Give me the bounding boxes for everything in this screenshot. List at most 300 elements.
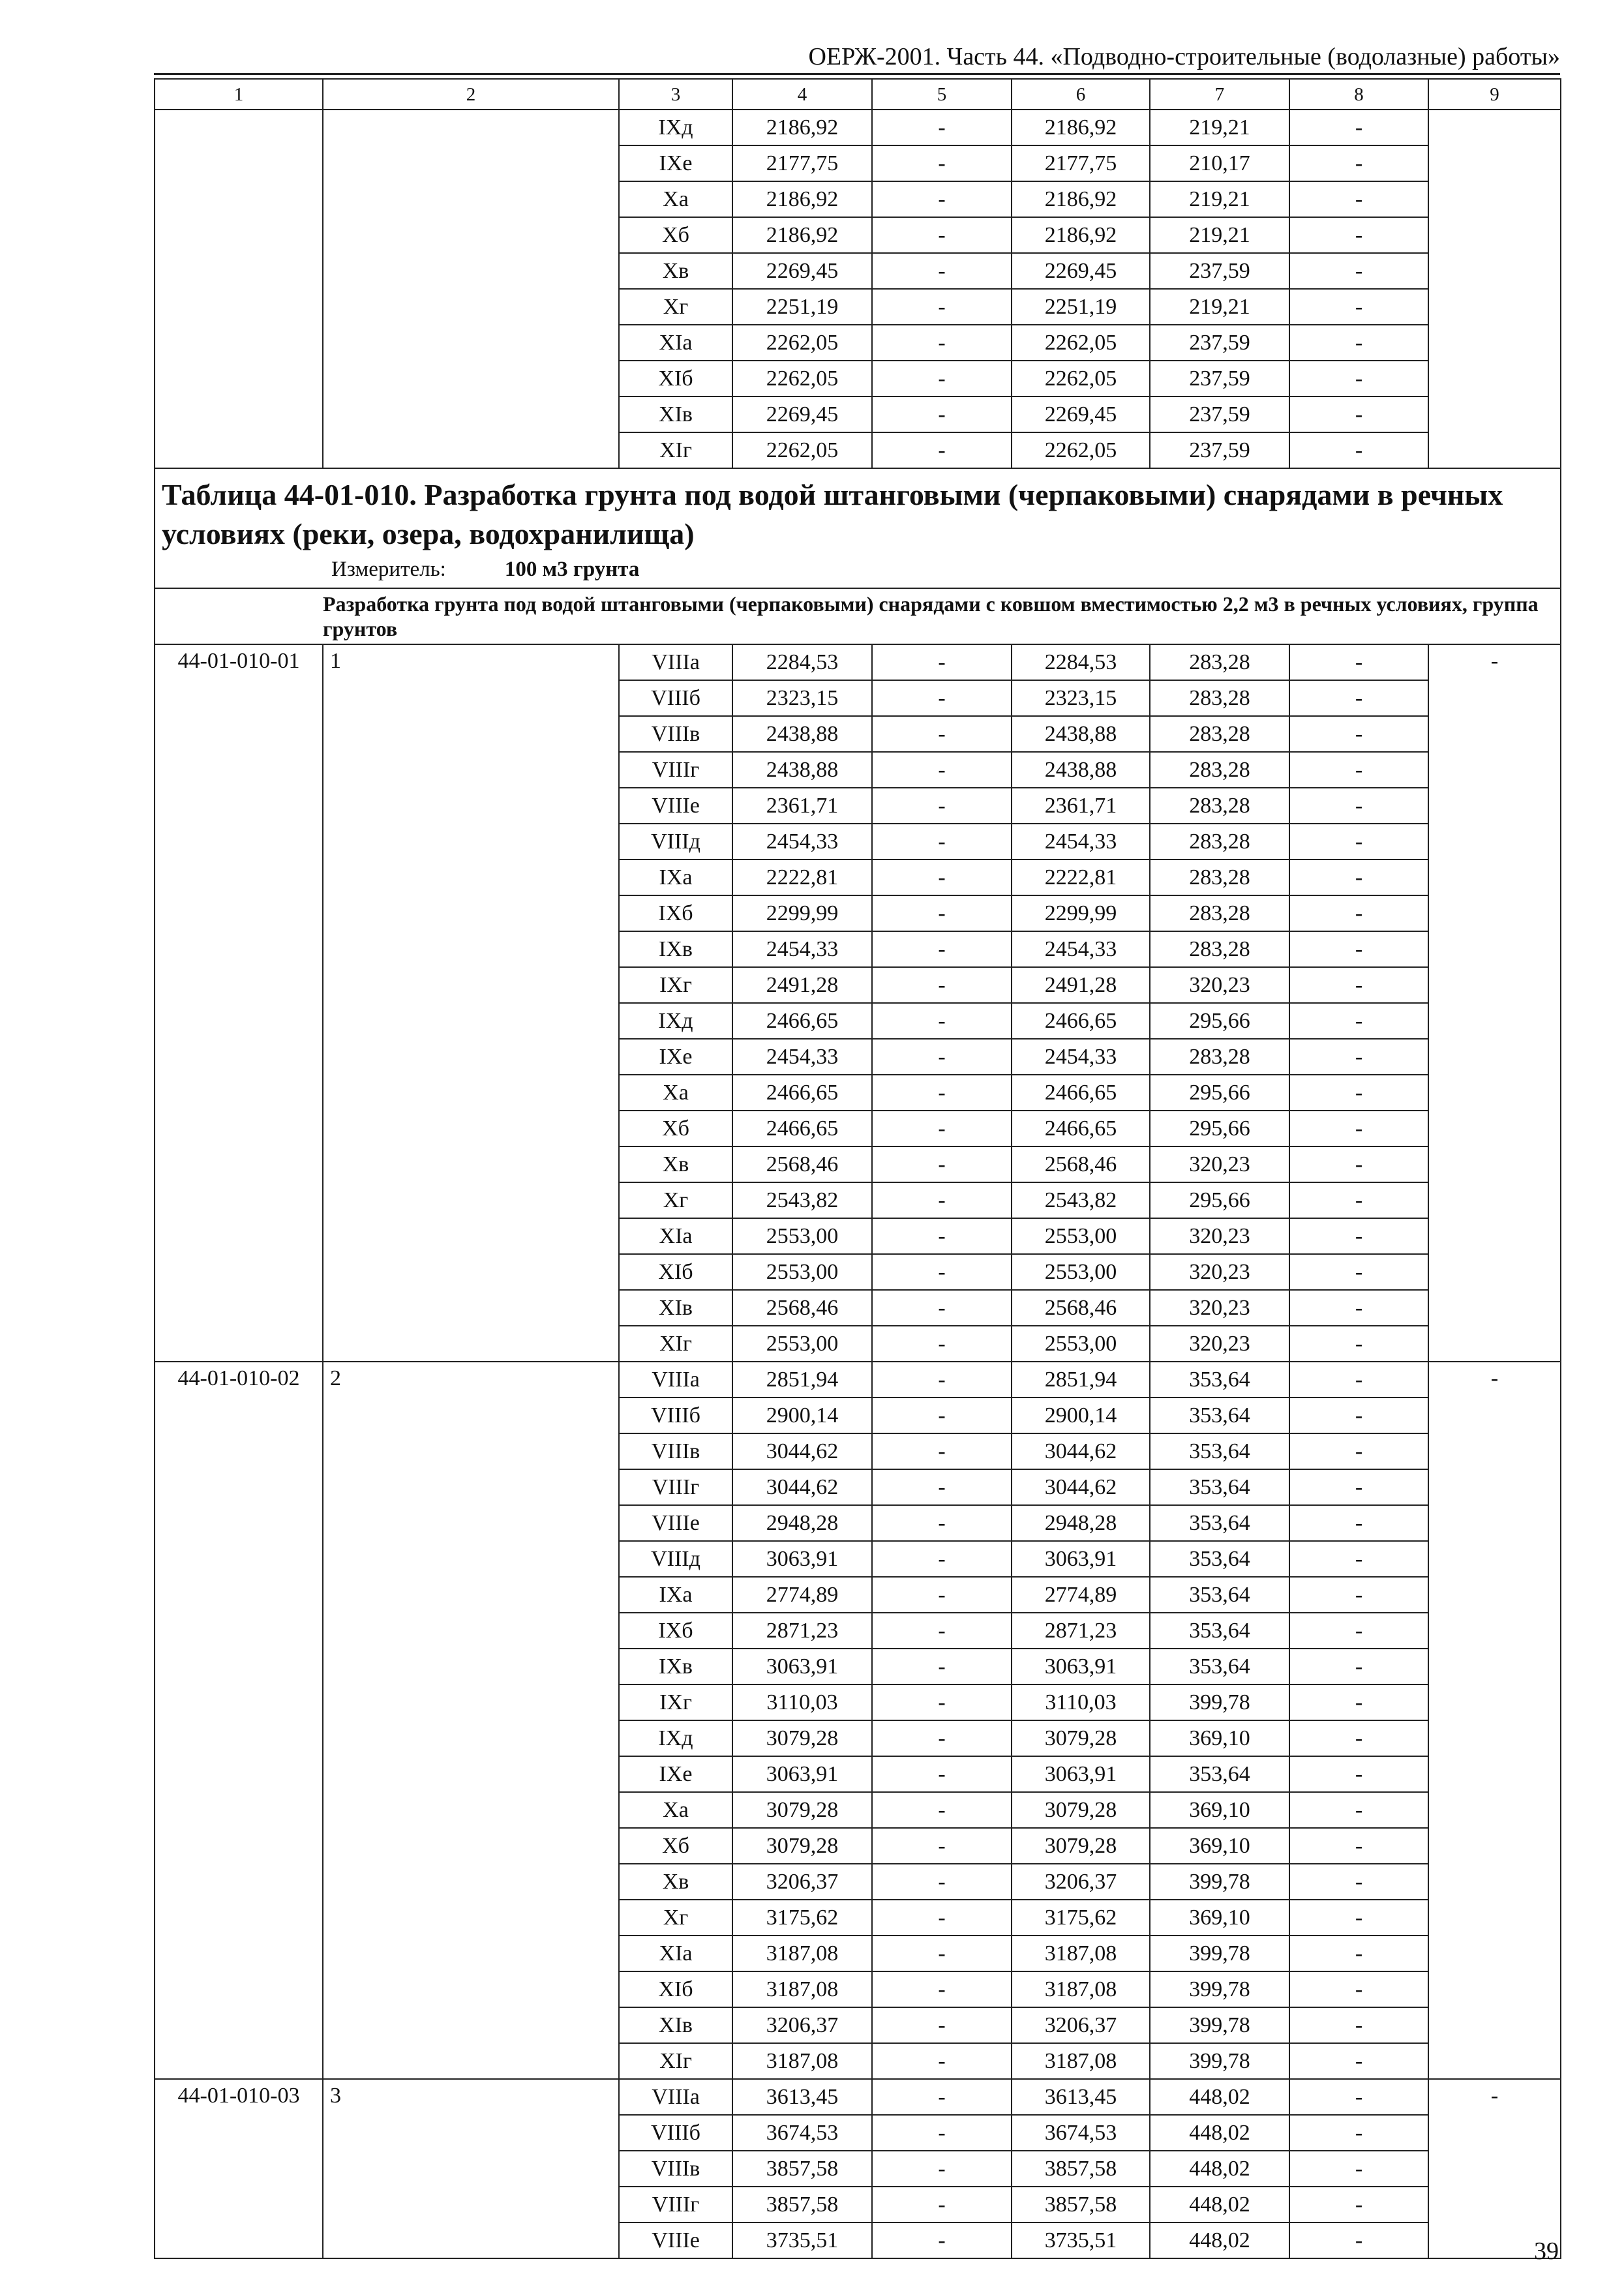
- operator-wage-cell: 283,28: [1150, 895, 1289, 931]
- table-row: [155, 1362, 1561, 1398]
- operator-wage-cell: 210,17: [1150, 145, 1289, 181]
- soil-group-cell: XIа: [619, 1936, 732, 1971]
- soil-group-cell: VIIIг: [619, 752, 732, 788]
- materials-cost-cell: -: [1289, 680, 1428, 716]
- cost-total-cell: 2871,23: [732, 1613, 872, 1649]
- soil-group-cell: IXб: [619, 895, 732, 931]
- machine-cost-cell: 3613,45: [1012, 2079, 1150, 2115]
- machine-cost-cell: 2299,99: [1012, 895, 1150, 931]
- table-subtitle: [323, 588, 1561, 644]
- labor-cost-cell: -: [872, 680, 1012, 716]
- soil-group-cell: VIIIв: [619, 2151, 732, 2187]
- materials-cost-cell: -: [1289, 1864, 1428, 1900]
- materials-cost-cell: -: [1289, 2222, 1428, 2258]
- operator-wage-cell: 237,59: [1150, 361, 1289, 396]
- cost-total-cell: 2438,88: [732, 716, 872, 752]
- soil-group-cell: XIв: [619, 2007, 732, 2043]
- machine-cost-cell: 2262,05: [1012, 325, 1150, 361]
- cost-total-cell: 2438,88: [732, 752, 872, 788]
- cost-total-cell: 3079,28: [732, 1828, 872, 1864]
- materials-cost-cell: -: [1289, 2151, 1428, 2187]
- machine-cost-cell: 2900,14: [1012, 1398, 1150, 1433]
- operator-wage-cell: 353,64: [1150, 1541, 1289, 1577]
- materials-cost-cell: -: [1289, 895, 1428, 931]
- machine-cost-cell: 2568,46: [1012, 1146, 1150, 1182]
- machine-cost-cell: 2543,82: [1012, 1182, 1150, 1218]
- cost-total-cell: 2299,99: [732, 895, 872, 931]
- cost-total-cell: 2553,00: [732, 1254, 872, 1290]
- soil-group-cell: IXд: [619, 1720, 732, 1756]
- machine-cost-cell: 3187,08: [1012, 1936, 1150, 1971]
- labor-cost-cell: -: [872, 181, 1012, 217]
- labor-cost-cell: -: [872, 1684, 1012, 1720]
- materials-cost-cell: -: [1289, 289, 1428, 325]
- cost-total-cell: 3674,53: [732, 2115, 872, 2151]
- labor-cost-cell: -: [872, 1469, 1012, 1505]
- cost-total-cell: 2491,28: [732, 967, 872, 1003]
- operator-wage-cell: 320,23: [1150, 1218, 1289, 1254]
- table-row: [155, 644, 1561, 680]
- labor-cost-cell: -: [872, 716, 1012, 752]
- operator-wage-cell: 353,64: [1150, 1613, 1289, 1649]
- cost-total-cell: 2269,45: [732, 396, 872, 432]
- cost-total-cell: 2543,82: [732, 1182, 872, 1218]
- soil-group-cell: Xа: [619, 1792, 732, 1828]
- operator-wage-cell: 295,66: [1150, 1111, 1289, 1146]
- labor-cost-cell: -: [872, 1720, 1012, 1756]
- operator-wage-cell: 448,02: [1150, 2151, 1289, 2187]
- materials-cost-cell: -: [1289, 1039, 1428, 1075]
- soil-group-cell: Xг: [619, 1900, 732, 1936]
- materials-cost-cell: -: [1289, 1900, 1428, 1936]
- cost-total-cell: 2186,92: [732, 217, 872, 253]
- machine-cost-cell: 3079,28: [1012, 1720, 1150, 1756]
- machine-cost-cell: 2186,92: [1012, 217, 1150, 253]
- machine-cost-cell: 2323,15: [1012, 680, 1150, 716]
- soil-group-cell: IXг: [619, 967, 732, 1003]
- soil-group-cell: XIг: [619, 432, 732, 468]
- operator-wage-cell: 369,10: [1150, 1828, 1289, 1864]
- materials-cost-cell: -: [1289, 967, 1428, 1003]
- table-title-row: [155, 468, 1561, 588]
- labor-cost-cell: -: [872, 1756, 1012, 1792]
- cost-total-cell: 3044,62: [732, 1469, 872, 1505]
- operator-wage-cell: 399,78: [1150, 2007, 1289, 2043]
- labor-cost-cell: -: [872, 752, 1012, 788]
- materials-cost-cell: -: [1289, 1971, 1428, 2007]
- soil-group-cell: VIIIг: [619, 1469, 732, 1505]
- materials-cost-cell: -: [1289, 217, 1428, 253]
- rate-number-cell: 2: [323, 1362, 619, 2079]
- labor-cost-cell: -: [872, 2115, 1012, 2151]
- machine-cost-cell: 2851,94: [1012, 1362, 1150, 1398]
- materials-cost-cell: -: [1289, 361, 1428, 396]
- machine-cost-cell: 2454,33: [1012, 1039, 1150, 1075]
- labor-cost-cell: -: [872, 432, 1012, 468]
- cost-total-cell: 3206,37: [732, 1864, 872, 1900]
- labor-cost-cell: -: [872, 1111, 1012, 1146]
- machine-cost-cell: 2186,92: [1012, 110, 1150, 145]
- materials-cost-cell: -: [1289, 1613, 1428, 1649]
- column-number: 2: [323, 79, 619, 110]
- rates-table: [154, 78, 1561, 2259]
- materials-cost-cell: -: [1289, 2007, 1428, 2043]
- labor-cost-cell: -: [872, 2187, 1012, 2222]
- soil-group-cell: VIIIа: [619, 1362, 732, 1398]
- materials-cost-cell: -: [1289, 2187, 1428, 2222]
- soil-group-cell: IXб: [619, 1613, 732, 1649]
- table-title-block: [155, 468, 1561, 588]
- machine-cost-cell: 3206,37: [1012, 2007, 1150, 2043]
- labor-cost-cell: -: [872, 2007, 1012, 2043]
- materials-cost-cell: -: [1289, 644, 1428, 680]
- soil-group-cell: XIг: [619, 1326, 732, 1362]
- cost-total-cell: 3079,28: [732, 1792, 872, 1828]
- machine-cost-cell: 3187,08: [1012, 1971, 1150, 2007]
- column-number: 9: [1428, 79, 1561, 110]
- labor-cost-cell: -: [872, 217, 1012, 253]
- cost-total-cell: 2454,33: [732, 824, 872, 860]
- soil-group-cell: IXд: [619, 110, 732, 145]
- soil-group-cell: VIIIд: [619, 1541, 732, 1577]
- labor-cost-cell: -: [872, 1900, 1012, 1936]
- labor-cost-cell: -: [872, 1828, 1012, 1864]
- soil-group-cell: VIIIб: [619, 2115, 732, 2151]
- soil-group-cell: Xа: [619, 1075, 732, 1111]
- cost-total-cell: 2251,19: [732, 289, 872, 325]
- column-number: 4: [732, 79, 872, 110]
- labor-cost-cell: -: [872, 824, 1012, 860]
- soil-group-cell: VIIIб: [619, 1398, 732, 1433]
- meter-row: [162, 555, 1554, 584]
- machine-cost-cell: 3079,28: [1012, 1828, 1150, 1864]
- soil-group-cell: VIIIг: [619, 2187, 732, 2222]
- cost-total-cell: 3110,03: [732, 1684, 872, 1720]
- machine-cost-cell: 2177,75: [1012, 145, 1150, 181]
- materials-cost-cell: -: [1289, 253, 1428, 289]
- soil-group-cell: IXе: [619, 1039, 732, 1075]
- cost-total-cell: 3063,91: [732, 1756, 872, 1792]
- labor-cost-cell: -: [872, 2151, 1012, 2187]
- materials-cost-cell: -: [1289, 1111, 1428, 1146]
- machine-cost-cell: 3110,03: [1012, 1684, 1150, 1720]
- operator-wage-cell: 237,59: [1150, 432, 1289, 468]
- operator-wage-cell: 283,28: [1150, 860, 1289, 895]
- operator-wage-cell: 320,23: [1150, 967, 1289, 1003]
- materials-cost-cell: -: [1289, 1577, 1428, 1613]
- labor-cost-cell: -: [872, 325, 1012, 361]
- materials-cost-cell: -: [1289, 181, 1428, 217]
- rate-number-cell: 1: [323, 644, 619, 1362]
- materials-cost-cell: -: [1289, 1362, 1428, 1398]
- machine-cost-cell: 3206,37: [1012, 1864, 1150, 1900]
- table-row: [155, 2079, 1561, 2115]
- materials-cost-cell: -: [1289, 2115, 1428, 2151]
- materials-cost-cell: -: [1289, 1003, 1428, 1039]
- meter-label: Измеритель:: [331, 558, 446, 581]
- materials-cost-cell: -: [1289, 1398, 1428, 1433]
- column-number: 3: [619, 79, 732, 110]
- soil-group-cell: IXа: [619, 860, 732, 895]
- machine-cost-cell: 2262,05: [1012, 432, 1150, 468]
- cost-total-cell: 2186,92: [732, 110, 872, 145]
- operator-wage-cell: 353,64: [1150, 1756, 1289, 1792]
- soil-group-cell: IXе: [619, 1756, 732, 1792]
- operator-wage-cell: 283,28: [1150, 752, 1289, 788]
- operator-wage-cell: 295,66: [1150, 1075, 1289, 1111]
- table-row: [155, 110, 1561, 145]
- labor-cost-cell: -: [872, 895, 1012, 931]
- materials-cost-cell: -: [1289, 1433, 1428, 1469]
- operator-wage-cell: 353,64: [1150, 1398, 1289, 1433]
- soil-group-cell: XIб: [619, 1971, 732, 2007]
- materials-cost-cell: -: [1289, 1254, 1428, 1290]
- cost-total-cell: 3735,51: [732, 2222, 872, 2258]
- cost-total-cell: 3063,91: [732, 1649, 872, 1684]
- labor-cost-cell: -: [872, 1541, 1012, 1577]
- operator-wage-cell: 283,28: [1150, 644, 1289, 680]
- operator-wage-cell: 399,78: [1150, 1864, 1289, 1900]
- machine-cost-cell: 2491,28: [1012, 967, 1150, 1003]
- operator-wage-cell: 399,78: [1150, 2043, 1289, 2079]
- labor-cost-cell: -: [872, 860, 1012, 895]
- operator-wage-cell: 448,02: [1150, 2187, 1289, 2222]
- table-title: Таблица 44-01-010. Разработка грунта под водой штанговыми (черпаковыми) снарядами в речных условиях (реки, озера, водохранилища): [162, 478, 1503, 550]
- operator-wage-cell: 448,02: [1150, 2079, 1289, 2115]
- soil-group-cell: Xб: [619, 217, 732, 253]
- soil-group-cell: XIа: [619, 1218, 732, 1254]
- operator-wage-cell: 219,21: [1150, 181, 1289, 217]
- machine-cost-cell: 2553,00: [1012, 1326, 1150, 1362]
- materials-cost-cell: -: [1289, 1505, 1428, 1541]
- operator-wage-cell: 448,02: [1150, 2115, 1289, 2151]
- operator-wage-cell: 320,23: [1150, 1290, 1289, 1326]
- operator-wage-cell: 237,59: [1150, 253, 1289, 289]
- operator-wage-cell: 295,66: [1150, 1182, 1289, 1218]
- labor-cost-cell: -: [872, 1792, 1012, 1828]
- code-cell: [155, 110, 323, 468]
- column-number: 6: [1012, 79, 1150, 110]
- meter-value: 100 м3 грунта: [504, 558, 640, 581]
- rates-table-body: [155, 79, 1561, 2258]
- machine-cost-cell: 2948,28: [1012, 1505, 1150, 1541]
- machine-cost-cell: 3175,62: [1012, 1900, 1150, 1936]
- machine-cost-cell: 3079,28: [1012, 1792, 1150, 1828]
- materials-cost-cell: -: [1289, 1541, 1428, 1577]
- labor-cost-cell: -: [872, 1971, 1012, 2007]
- cost-total-cell: 3187,08: [732, 1971, 872, 2007]
- soil-group-cell: IXе: [619, 145, 732, 181]
- materials-cost-cell: -: [1289, 824, 1428, 860]
- labor-cost-cell: -: [872, 289, 1012, 325]
- machine-cost-cell: 2871,23: [1012, 1613, 1150, 1649]
- soil-group-cell: Xб: [619, 1111, 732, 1146]
- machine-cost-cell: 3735,51: [1012, 2222, 1150, 2258]
- soil-group-cell: Xб: [619, 1828, 732, 1864]
- operator-wage-cell: 369,10: [1150, 1720, 1289, 1756]
- name-cell: [323, 110, 619, 468]
- operator-wage-cell: 219,21: [1150, 289, 1289, 325]
- operator-wage-cell: 399,78: [1150, 1684, 1289, 1720]
- labor-cost-cell: -: [872, 1362, 1012, 1398]
- machine-cost-cell: 2284,53: [1012, 644, 1150, 680]
- materials-cost-cell: -: [1289, 432, 1428, 468]
- header-rule: [154, 73, 1560, 75]
- machine-cost-cell: 2438,88: [1012, 716, 1150, 752]
- cost-total-cell: 2851,94: [732, 1362, 872, 1398]
- machine-cost-cell: 2454,33: [1012, 931, 1150, 967]
- soil-group-cell: VIIIе: [619, 1505, 732, 1541]
- cost-total-cell: 2454,33: [732, 931, 872, 967]
- labor-cost-cell: -: [872, 1505, 1012, 1541]
- soil-group-cell: VIIIа: [619, 644, 732, 680]
- subtitle-text: Разработка грунта под водой штанговыми (черпаковыми) снарядами с ковшом вместимостью 2,2 м3 в речных условиях, группа грунтов: [323, 592, 1539, 640]
- cost-total-cell: 3206,37: [732, 2007, 872, 2043]
- labor-cost-cell: -: [872, 396, 1012, 432]
- cost-total-cell: 2466,65: [732, 1003, 872, 1039]
- operator-wage-cell: 219,21: [1150, 217, 1289, 253]
- cost-total-cell: 2466,65: [732, 1111, 872, 1146]
- subtitle-spacer: [155, 588, 323, 644]
- labor-cost-cell: -: [872, 788, 1012, 824]
- soil-group-cell: VIIIб: [619, 680, 732, 716]
- machine-cost-cell: 2553,00: [1012, 1254, 1150, 1290]
- soil-group-cell: Xа: [619, 181, 732, 217]
- column-number: 8: [1289, 79, 1428, 110]
- materials-cost-cell: -: [1289, 752, 1428, 788]
- cost-total-cell: 2262,05: [732, 361, 872, 396]
- materials-cost-cell: -: [1289, 2079, 1428, 2115]
- machine-cost-cell: 3044,62: [1012, 1469, 1150, 1505]
- labor-cost-cell: -: [872, 1649, 1012, 1684]
- materials-cost-cell: -: [1289, 1326, 1428, 1362]
- materials-cost-cell: -: [1289, 396, 1428, 432]
- machine-cost-cell: 2262,05: [1012, 361, 1150, 396]
- operator-wage-cell: 283,28: [1150, 680, 1289, 716]
- materials-cost-cell: -: [1289, 1720, 1428, 1756]
- cost-total-cell: 2774,89: [732, 1577, 872, 1613]
- operator-wage-cell: 283,28: [1150, 931, 1289, 967]
- machine-cost-cell: 2568,46: [1012, 1290, 1150, 1326]
- operator-wage-cell: 353,64: [1150, 1649, 1289, 1684]
- labor-cost-cell: -: [872, 1218, 1012, 1254]
- machine-cost-cell: 2553,00: [1012, 1218, 1150, 1254]
- operator-wage-cell: 283,28: [1150, 716, 1289, 752]
- soil-group-cell: IXд: [619, 1003, 732, 1039]
- operator-wage-cell: 399,78: [1150, 1936, 1289, 1971]
- cost-total-cell: 3857,58: [732, 2187, 872, 2222]
- cost-total-cell: 2269,45: [732, 253, 872, 289]
- labor-cost-cell: -: [872, 110, 1012, 145]
- cost-total-cell: 2284,53: [732, 644, 872, 680]
- rate-code-cell: 44-01-010-03: [155, 2079, 323, 2258]
- machine-cost-cell: 2361,71: [1012, 788, 1150, 824]
- labor-cost-cell: -: [872, 644, 1012, 680]
- cost-total-cell: 2262,05: [732, 432, 872, 468]
- machine-cost-cell: 3063,91: [1012, 1541, 1150, 1577]
- machine-cost-cell: 3063,91: [1012, 1649, 1150, 1684]
- operator-wage-cell: 353,64: [1150, 1362, 1289, 1398]
- cost-total-cell: 2466,65: [732, 1075, 872, 1111]
- materials-cost-cell: -: [1289, 1649, 1428, 1684]
- col9-cell: -: [1428, 644, 1561, 1362]
- materials-cost-cell: -: [1289, 1218, 1428, 1254]
- rate-code-cell: 44-01-010-01: [155, 644, 323, 1362]
- col9-cell: [1428, 110, 1561, 468]
- cost-total-cell: 2361,71: [732, 788, 872, 824]
- cost-total-cell: 3175,62: [732, 1900, 872, 1936]
- materials-cost-cell: -: [1289, 325, 1428, 361]
- soil-group-cell: XIб: [619, 1254, 732, 1290]
- labor-cost-cell: -: [872, 145, 1012, 181]
- soil-group-cell: VIIIв: [619, 716, 732, 752]
- column-number: 5: [872, 79, 1012, 110]
- soil-group-cell: Xв: [619, 1146, 732, 1182]
- machine-cost-cell: 2251,19: [1012, 289, 1150, 325]
- soil-group-cell: XIа: [619, 325, 732, 361]
- column-number-row: [155, 79, 1561, 110]
- column-number: 7: [1150, 79, 1289, 110]
- operator-wage-cell: 399,78: [1150, 1971, 1289, 2007]
- machine-cost-cell: 3674,53: [1012, 2115, 1150, 2151]
- labor-cost-cell: -: [872, 2079, 1012, 2115]
- cost-total-cell: 3613,45: [732, 2079, 872, 2115]
- soil-group-cell: VIIIе: [619, 788, 732, 824]
- rate-code-cell: 44-01-010-02: [155, 1362, 323, 2079]
- machine-cost-cell: 2269,45: [1012, 396, 1150, 432]
- cost-total-cell: 3857,58: [732, 2151, 872, 2187]
- running-header: ОЕРЖ-2001. Часть 44. «Подводно-строительные (водолазные) работы»: [808, 43, 1560, 70]
- cost-total-cell: 2323,15: [732, 680, 872, 716]
- soil-group-cell: Xв: [619, 1864, 732, 1900]
- soil-group-cell: XIг: [619, 2043, 732, 2079]
- materials-cost-cell: -: [1289, 110, 1428, 145]
- materials-cost-cell: -: [1289, 1684, 1428, 1720]
- labor-cost-cell: -: [872, 1290, 1012, 1326]
- materials-cost-cell: -: [1289, 1290, 1428, 1326]
- operator-wage-cell: 353,64: [1150, 1433, 1289, 1469]
- col9-cell: -: [1428, 1362, 1561, 2079]
- operator-wage-cell: 320,23: [1150, 1146, 1289, 1182]
- page-number: 39: [1534, 2237, 1559, 2265]
- materials-cost-cell: -: [1289, 1146, 1428, 1182]
- soil-group-cell: IXг: [619, 1684, 732, 1720]
- labor-cost-cell: -: [872, 1326, 1012, 1362]
- labor-cost-cell: -: [872, 1864, 1012, 1900]
- machine-cost-cell: 2454,33: [1012, 824, 1150, 860]
- cost-total-cell: 3044,62: [732, 1433, 872, 1469]
- cost-total-cell: 2262,05: [732, 325, 872, 361]
- cost-total-cell: 2177,75: [732, 145, 872, 181]
- labor-cost-cell: -: [872, 1936, 1012, 1971]
- labor-cost-cell: -: [872, 1146, 1012, 1182]
- labor-cost-cell: -: [872, 2222, 1012, 2258]
- machine-cost-cell: 2269,45: [1012, 253, 1150, 289]
- materials-cost-cell: -: [1289, 716, 1428, 752]
- operator-wage-cell: 353,64: [1150, 1577, 1289, 1613]
- operator-wage-cell: 283,28: [1150, 1039, 1289, 1075]
- soil-group-cell: IXв: [619, 1649, 732, 1684]
- col9-cell: -: [1428, 2079, 1561, 2258]
- column-number: 1: [155, 79, 323, 110]
- materials-cost-cell: -: [1289, 1469, 1428, 1505]
- materials-cost-cell: -: [1289, 1756, 1428, 1792]
- labor-cost-cell: -: [872, 2043, 1012, 2079]
- cost-total-cell: 2222,81: [732, 860, 872, 895]
- soil-group-cell: VIIIд: [619, 824, 732, 860]
- cost-total-cell: 2454,33: [732, 1039, 872, 1075]
- machine-cost-cell: 2222,81: [1012, 860, 1150, 895]
